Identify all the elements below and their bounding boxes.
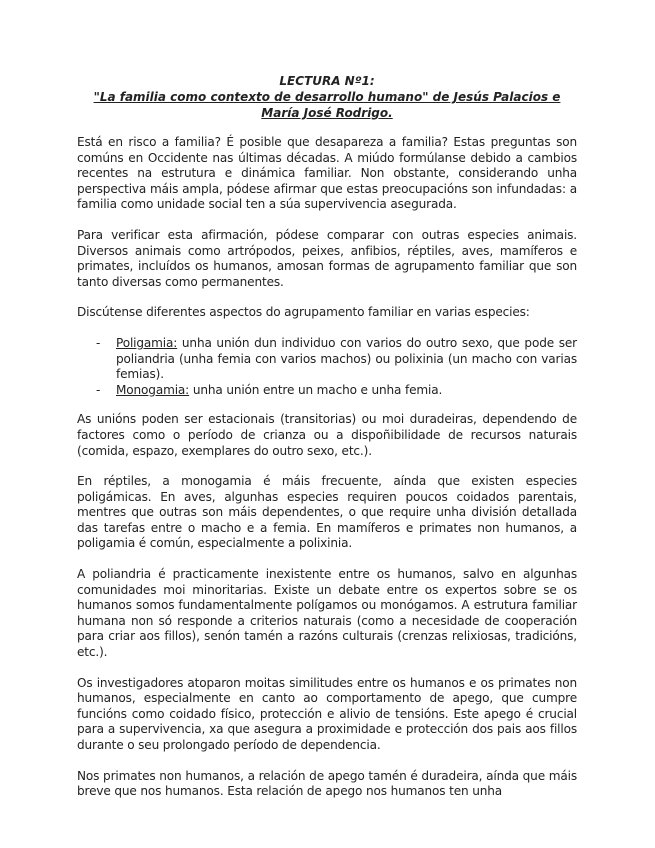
reading-label: LECTURA Nº1: <box>279 74 375 88</box>
paragraph-intro: Está en risco a familia? É posible que desapareza a familia? Estas preguntas son comúns en Occidente nas últimas décadas. A miúdo formúlanse debido a cambios recentes na estrutura e dinámica familiar. Non obstante, considerando unha perspectiva máis ampla, pódese afirmar que estas preocupacións son infundadas: a familia como unidade social ten a súa supervivencia asegurada. <box>77 135 577 212</box>
definition-monogamy: unha unión entre un macho e unha femia. <box>189 382 443 397</box>
paragraph-comparison: Para verificar esta afirmación, pódese comparar con outras especies animais. Diversos animais como artrópodos, peixes, anfibios, réptiles, aves, mamíferos e primates, incluídos os humanos, amosan formas de agrupamento familiar que son tanto diversas como permanentes. <box>77 227 577 289</box>
document-page <box>77 73 577 800</box>
term-monogamy: Monogamia: <box>116 382 190 397</box>
list-item-monogamy <box>77 383 577 399</box>
paragraph-attachment: Os investigadores atoparon moitas similitudes entre os humanos e os primates non humanos, especialmente en canto ao comportamento de apego, que cumpre funcións como coidado físico, protección e alivio de tensións. Este apego é crucial para a supervivencia, xa que asegura a proximidade e protección dos pais aos fillos durante o seu prolongado período de dependencia. <box>77 675 577 752</box>
grouping-types-list <box>77 336 577 398</box>
definition-polygamy: unha unión dun individuo con varios do outro sexo, que pode ser poliandria (unha femia con varios machos) ou polixinia (un macho con varias femias). <box>116 335 577 382</box>
document-heading <box>77 73 577 121</box>
list-bullet: - <box>96 335 101 350</box>
paragraph-polyandry: A poliandria é practicamente inexistente entre os humanos, salvo en algunhas comunidades moi minoritarias. Existe un debate entre os expertos sobre se os humanos somos fundamentalmente polígamos ou monógamos. A estrutura familiar humana non só responde a criterios naturais (como a necesidade de cooperación para criar aos fillos), senón tamén a razóns culturais (crenzas relixiosas, tradicións, etc.). <box>77 567 577 660</box>
paragraph-reptiles-birds: En réptiles, a monogamia é máis frecuente, aínda que existen especies poligámicas. En aves, algunhas especies requiren poucos coidados parentais, mentres que outras son máis dependentes, o que require unha división detallada das tarefas entre o macho e a femia. En mamíferos e primates non humanos, a poligamia é común, especialmente a polixinia. <box>77 474 577 551</box>
paragraph-aspects: Discútense diferentes aspectos do agrupamento familiar en varias especies: <box>77 305 530 320</box>
list-bullet: - <box>96 382 101 397</box>
paragraph-primates: Nos primates non humanos, a relación de apego tamén é duradeira, aínda que máis breve que nos humanos. Esta relación de apego nos humanos ten unha <box>77 768 577 799</box>
term-polygamy: Poligamia: <box>116 335 178 350</box>
list-item-polygamy <box>77 336 577 383</box>
reading-title: "La familia como contexto de desarrollo humano" de Jesús Palacios e María José Rodrigo. <box>93 90 561 120</box>
paragraph-unions: As unións poden ser estacionais (transitorias) ou moi duradeiras, dependendo de factores como o período de crianza ou a dispoñibilidade de recursos naturais (comida, espazo, exemplares do outro sexo, etc.). <box>77 412 577 458</box>
